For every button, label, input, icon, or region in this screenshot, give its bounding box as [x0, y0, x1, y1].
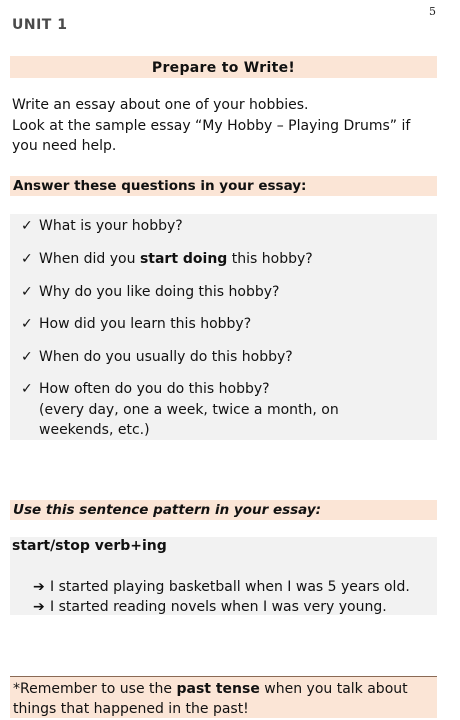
- questions-heading: Answer these questions in your essay:: [10, 176, 437, 196]
- example-sentence: [33, 577, 410, 597]
- checkmark-icon: ✓: [21, 251, 33, 267]
- question-item: [21, 216, 411, 237]
- unit-label: UNIT 1: [12, 17, 68, 33]
- title-banner: [10, 56, 437, 78]
- checkmark-icon: ✓: [21, 316, 33, 332]
- example-text: I started playing basketball when I was 5 years old.: [50, 579, 410, 595]
- reminder-bold-text: past tense: [176, 681, 260, 697]
- question-text: Why do you like doing this hobby?: [39, 284, 280, 300]
- reminder-box: [10, 676, 437, 718]
- question-item: [21, 249, 411, 270]
- question-note: (every day, one a week, twice a month, on weekends, etc.): [39, 401, 339, 438]
- question-text: When do you usually do this hobby?: [39, 349, 293, 365]
- intro-line-2: Look at the sample essay “My Hobby – Playing Drums” if you need help.: [12, 117, 411, 154]
- question-item: [21, 379, 411, 441]
- checkmark-icon: ✓: [21, 218, 33, 234]
- intro-line-1: Write an essay about one of your hobbies.: [12, 97, 309, 113]
- question-text: What is your hobby?: [39, 218, 183, 234]
- reminder-text: *Remember to use the: [13, 681, 177, 697]
- checkmark-icon: ✓: [21, 284, 33, 300]
- intro-text: [12, 95, 437, 157]
- arrow-right-icon: ➔: [33, 579, 45, 595]
- reminder-text: when you talk about things that happened in the past!: [13, 681, 408, 717]
- page-title: Prepare to Write!: [151, 60, 296, 76]
- arrow-right-icon: ➔: [33, 599, 45, 615]
- pattern-heading: Use this sentence pattern in your essay:: [10, 500, 437, 520]
- question-text: When did you: [39, 251, 140, 267]
- sentence-pattern: start/stop verb+ing: [12, 538, 167, 554]
- question-text: this hobby?: [227, 251, 313, 267]
- question-text: How did you learn this hobby?: [39, 316, 252, 332]
- question-item: [21, 282, 411, 303]
- example-sentence: [33, 597, 387, 617]
- checkmark-icon: ✓: [21, 381, 33, 397]
- question-item: [21, 314, 411, 335]
- question-item: [21, 347, 411, 368]
- checkmark-icon: ✓: [21, 349, 33, 365]
- page-number: 5: [429, 5, 436, 18]
- example-text: I started reading novels when I was very young.: [50, 599, 387, 615]
- question-text: How often do you do this hobby?: [39, 381, 270, 397]
- question-bold-text: start doing: [139, 251, 228, 267]
